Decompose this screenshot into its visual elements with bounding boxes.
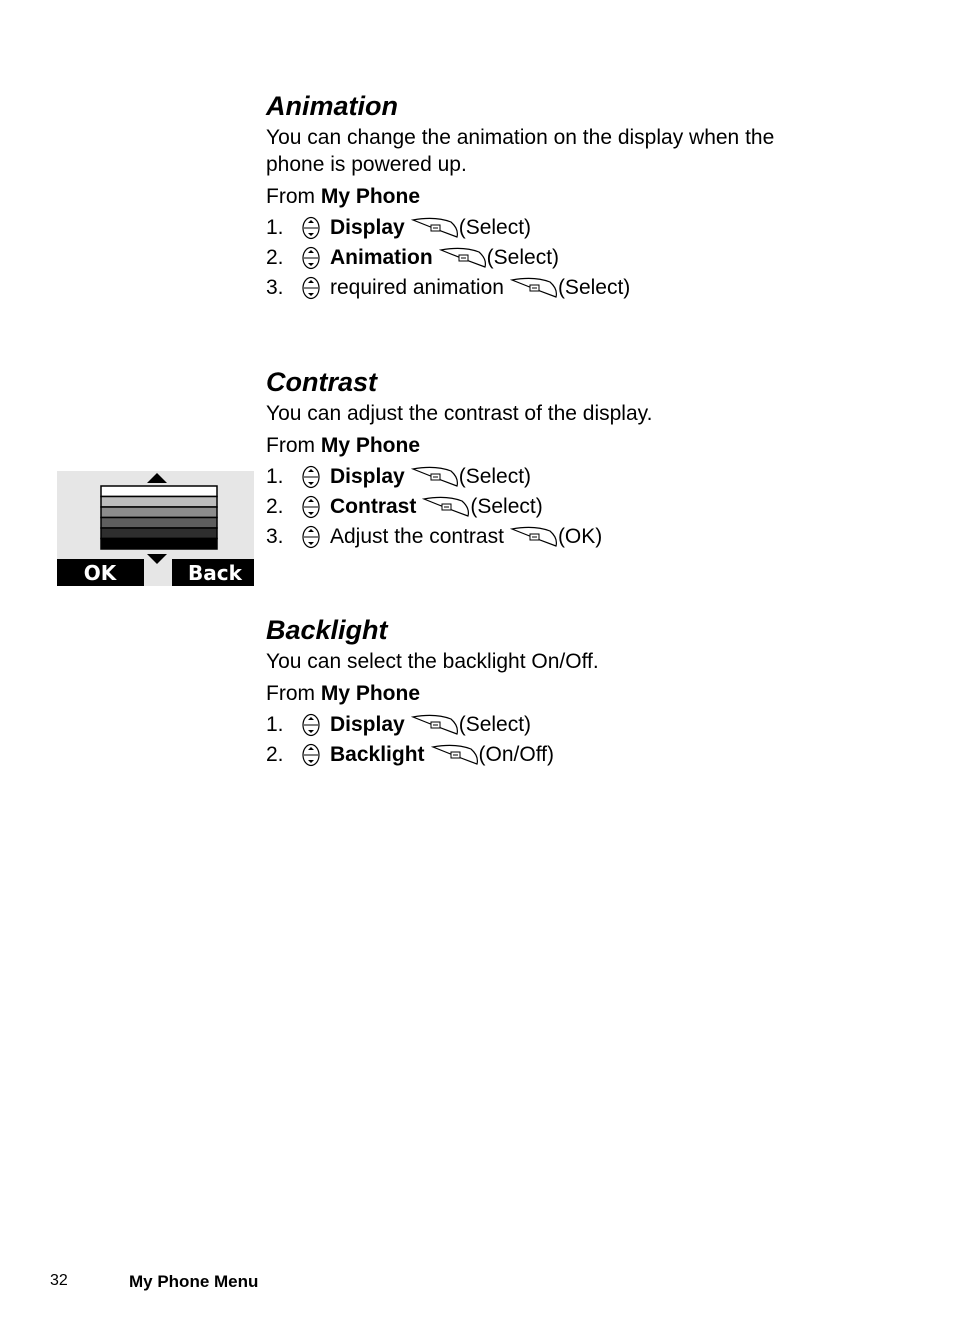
step-item (266, 243, 886, 273)
step-number: 1. (266, 713, 284, 736)
step-action: (On/Off) (478, 743, 554, 766)
contrast-bar (101, 486, 217, 497)
step-list (266, 213, 886, 303)
step-body (302, 492, 543, 522)
step-item-label: Display (330, 216, 405, 239)
step-number: 3. (266, 525, 284, 548)
softkey-icon (422, 496, 470, 518)
step-item-label: Adjust the contrast (330, 525, 504, 548)
from-prefix: From (266, 185, 315, 208)
softkey-icon (411, 714, 459, 736)
contrast-bars (101, 486, 217, 549)
step-body (302, 213, 531, 243)
softkey-icon (439, 247, 487, 269)
section-contrast (266, 366, 886, 552)
step-number: 2. (266, 495, 284, 518)
from-menu: My Phone (320, 185, 421, 208)
section-animation (266, 90, 886, 303)
step-item-label: required animation (330, 276, 504, 299)
arrow-up-icon (147, 473, 167, 483)
contrast-bar (101, 497, 217, 508)
contrast-bar (101, 518, 217, 529)
step-list (266, 710, 886, 770)
step-number: 1. (266, 216, 284, 239)
chapter-title: My Phone Menu (129, 1272, 259, 1291)
navigation-key-icon (302, 216, 320, 240)
step-action: (Select) (470, 495, 543, 518)
navigation-key-icon (302, 713, 320, 737)
section-title: Backlight (266, 615, 388, 645)
from-line (266, 183, 886, 211)
section-title: Animation (266, 91, 398, 121)
step-item-label: Display (330, 713, 405, 736)
step-item (266, 492, 886, 522)
softkey-icon (411, 217, 459, 239)
softkey-icon (411, 466, 459, 488)
navigation-key-icon (302, 525, 320, 549)
step-action: (OK) (557, 525, 603, 548)
step-action: (Select) (458, 216, 532, 239)
step-action: (Select) (557, 276, 631, 299)
step-item (266, 522, 886, 552)
from-line (266, 680, 886, 708)
from-prefix: From (266, 682, 315, 705)
navigation-key-icon (302, 743, 320, 767)
step-action: (Select) (458, 465, 532, 488)
step-action: (Select) (486, 246, 560, 269)
step-item-label: Animation (330, 246, 433, 269)
page-number: 32 (50, 1272, 68, 1289)
from-line (266, 432, 886, 460)
step-body (302, 740, 554, 770)
step-number: 2. (266, 246, 284, 269)
contrast-bar (101, 507, 217, 518)
softkey-icon (510, 526, 558, 548)
from-menu: My Phone (320, 682, 421, 705)
contrast-bar (101, 539, 217, 550)
step-item (266, 740, 886, 770)
softkey-ok-label: OK (83, 561, 117, 585)
step-item-label: Contrast (330, 495, 417, 518)
navigation-key-icon (302, 465, 320, 489)
from-prefix: From (266, 434, 315, 457)
step-body (302, 243, 559, 273)
step-item (266, 710, 886, 740)
step-item (266, 462, 886, 492)
section-description: You can change the animation on the display when the phone is powered up. (266, 126, 775, 176)
contrast-screen-image (57, 471, 254, 586)
step-action: (Select) (458, 713, 532, 736)
step-list (266, 462, 886, 552)
from-menu: My Phone (320, 434, 421, 457)
step-body (302, 710, 531, 740)
contrast-bar (101, 528, 217, 539)
step-item-label: Backlight (330, 743, 425, 766)
step-body (302, 462, 531, 492)
softkey-back-label: Back (188, 561, 242, 585)
section-description: You can adjust the contrast of the display. (266, 402, 653, 425)
step-item-label: Display (330, 465, 405, 488)
section-backlight (266, 614, 886, 770)
step-item (266, 273, 886, 303)
navigation-key-icon (302, 246, 320, 270)
softkey-icon (510, 277, 558, 299)
arrow-down-icon (147, 554, 167, 564)
step-item (266, 213, 886, 243)
step-number: 2. (266, 743, 284, 766)
navigation-key-icon (302, 495, 320, 519)
step-body (302, 273, 630, 303)
softkey-icon (431, 744, 479, 766)
step-body (302, 522, 602, 552)
step-number: 3. (266, 276, 284, 299)
section-title: Contrast (266, 367, 378, 397)
navigation-key-icon (302, 276, 320, 300)
section-description: You can select the backlight On/Off. (266, 650, 599, 673)
step-number: 1. (266, 465, 284, 488)
phone-contrast-screen (57, 471, 254, 586)
